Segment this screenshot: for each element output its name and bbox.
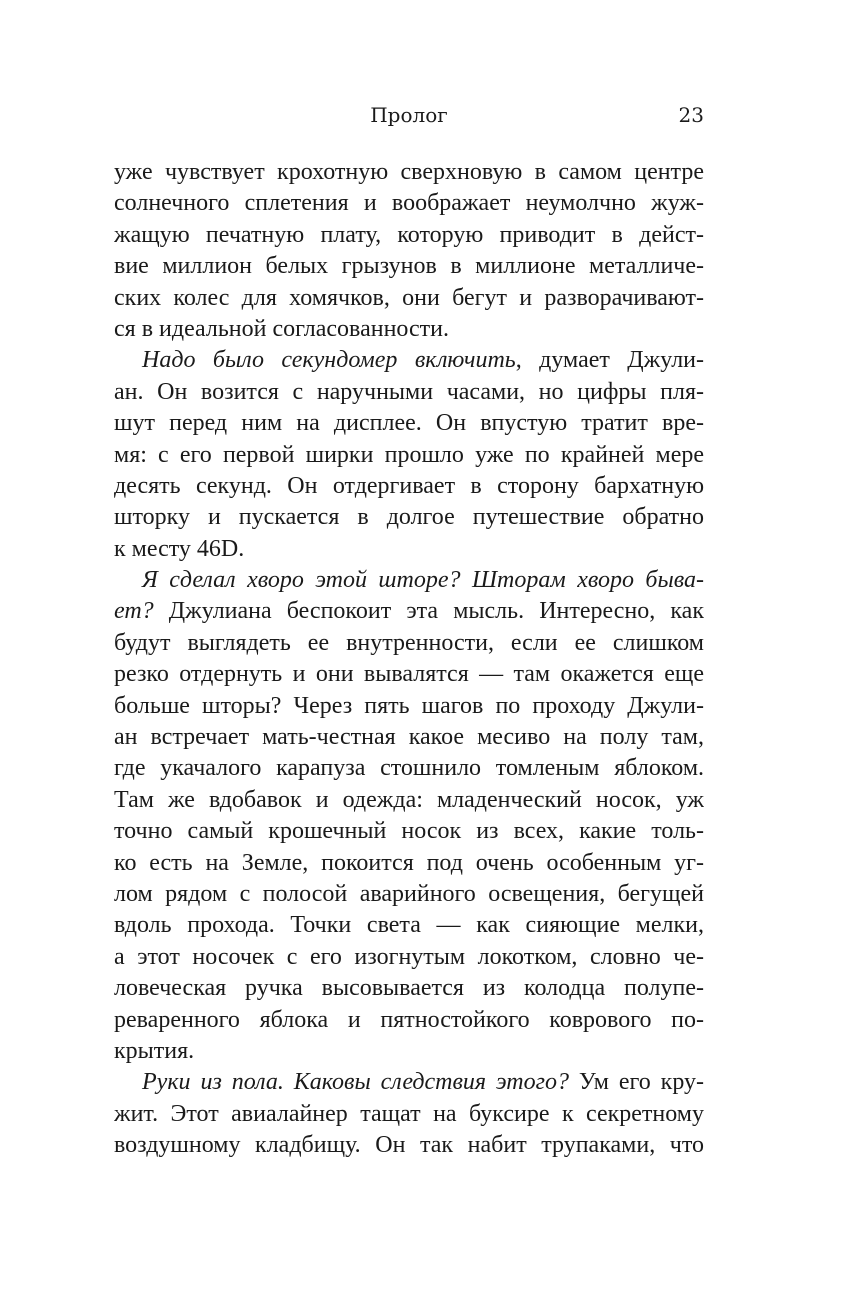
text-span: ан. Он возится с наручными часами, но цифры пля-: [114, 378, 704, 405]
text-line: [114, 879, 704, 910]
text-line: [114, 816, 704, 847]
text-span: , думает Джули-: [515, 347, 704, 374]
text-span: ловеческая ручка высовывается из колодца полупе-: [114, 975, 704, 1002]
italic-text: Руки из пола. Каковы следствия этого?: [142, 1069, 569, 1096]
text-line: [114, 377, 704, 408]
text-span: точно самый крошечный носок из всех, какие толь-: [114, 818, 704, 845]
paragraph: [114, 345, 704, 565]
text-line: [114, 596, 704, 627]
text-line: [114, 753, 704, 784]
text-line: [114, 1036, 704, 1067]
text-span: ан встречает мать-честная какое месиво на полу там,: [114, 724, 704, 751]
text-span: ских колес для хомячков, они бегут и разворачивают-: [114, 284, 704, 311]
text-line: [114, 251, 704, 282]
text-line: [114, 157, 704, 188]
text-span: воздушному кладбищу. Он так набит трупаками, что: [114, 1132, 704, 1159]
text-span: ся в идеальной согласованности.: [114, 315, 449, 342]
running-title: Пролог: [370, 103, 448, 127]
text-span: шут перед ним на дисплее. Он впустую тратит вре-: [114, 410, 704, 437]
text-line: [114, 188, 704, 219]
text-line: [114, 440, 704, 471]
text-span: ко есть на Земле, покоится под очень особенным уг-: [114, 849, 704, 876]
text-line: [114, 534, 704, 565]
text-span: солнечного сплетения и воображает неумолчно жуж-: [114, 190, 704, 217]
text-line: [114, 910, 704, 941]
text-span: вие миллион белых грызунов в миллионе металличе-: [114, 253, 704, 280]
text-line: [114, 502, 704, 533]
text-span: вдоль прохода. Точки света — как сияющие мелки,: [114, 912, 704, 939]
text-span: резко отдернуть и они вывалятся — там окажется еще: [114, 661, 704, 688]
text-line: [114, 942, 704, 973]
text-span: лом рядом с полосой аварийного освещения, бегущей: [114, 880, 704, 907]
paragraph: [114, 565, 704, 1067]
text-line: [114, 785, 704, 816]
text-span: крытия.: [114, 1037, 195, 1064]
text-span: будут выглядеть ее внутренности, если ее слишком: [114, 629, 704, 656]
text-line: [114, 628, 704, 659]
italic-text: Надо было секундомер включить: [142, 347, 516, 374]
text-span: реваренного яблока и пятностойкого коврового по-: [114, 1006, 704, 1033]
text-line: [114, 1099, 704, 1130]
text-line: [114, 220, 704, 251]
paragraph: [114, 157, 704, 345]
text-span: жит. Этот авиалайнер тащат на буксире к секретному: [114, 1100, 704, 1127]
text-line: [114, 722, 704, 753]
text-span: десять секунд. Он отдергивает в сторону бархатную: [114, 472, 704, 499]
text-span: Там же вдобавок и одежда: младенческий носок, уж: [114, 786, 704, 813]
text-span: уже чувствует крохотную сверхновую в самом центре: [114, 159, 704, 185]
italic-text: Я сделал хворо этой шторе? Шторам хворо быва-: [142, 567, 704, 594]
text-span: больше шторы? Через пять шагов по проходу Джули-: [114, 692, 704, 719]
text-line: [114, 283, 704, 314]
text-line: [114, 1130, 704, 1161]
text-line: [114, 691, 704, 722]
text-span: Ум его кру-: [568, 1069, 704, 1096]
page-number: 23: [678, 103, 704, 127]
text-span: жащую печатную плату, которую приводит в дейст-: [114, 221, 704, 248]
body-text: [114, 157, 704, 1162]
text-span: где укачалого карапуза стошнило томленым яблоком.: [114, 755, 704, 782]
text-line: [114, 848, 704, 879]
text-line: [114, 659, 704, 690]
text-line: [114, 314, 704, 345]
text-line: [114, 471, 704, 502]
text-line: [114, 345, 704, 376]
text-line: [114, 973, 704, 1004]
text-line: [114, 408, 704, 439]
text-span: мя: с его первой ширки прошло уже по крайней мере: [114, 441, 704, 468]
running-head: [114, 100, 704, 130]
text-span: шторку и пускается в долгое путешествие обратно: [114, 504, 704, 531]
italic-text: ет?: [114, 598, 154, 625]
text-line: [114, 1067, 704, 1098]
text-span: а этот носочек с его изогнутым локотком, словно че-: [114, 943, 704, 970]
text-line: [114, 1005, 704, 1036]
text-span: к месту 46D.: [114, 535, 245, 562]
text-line: [114, 565, 704, 596]
paragraph: [114, 1067, 704, 1161]
text-span: Джулиана беспокоит эта мысль. Интересно, как: [153, 598, 704, 625]
